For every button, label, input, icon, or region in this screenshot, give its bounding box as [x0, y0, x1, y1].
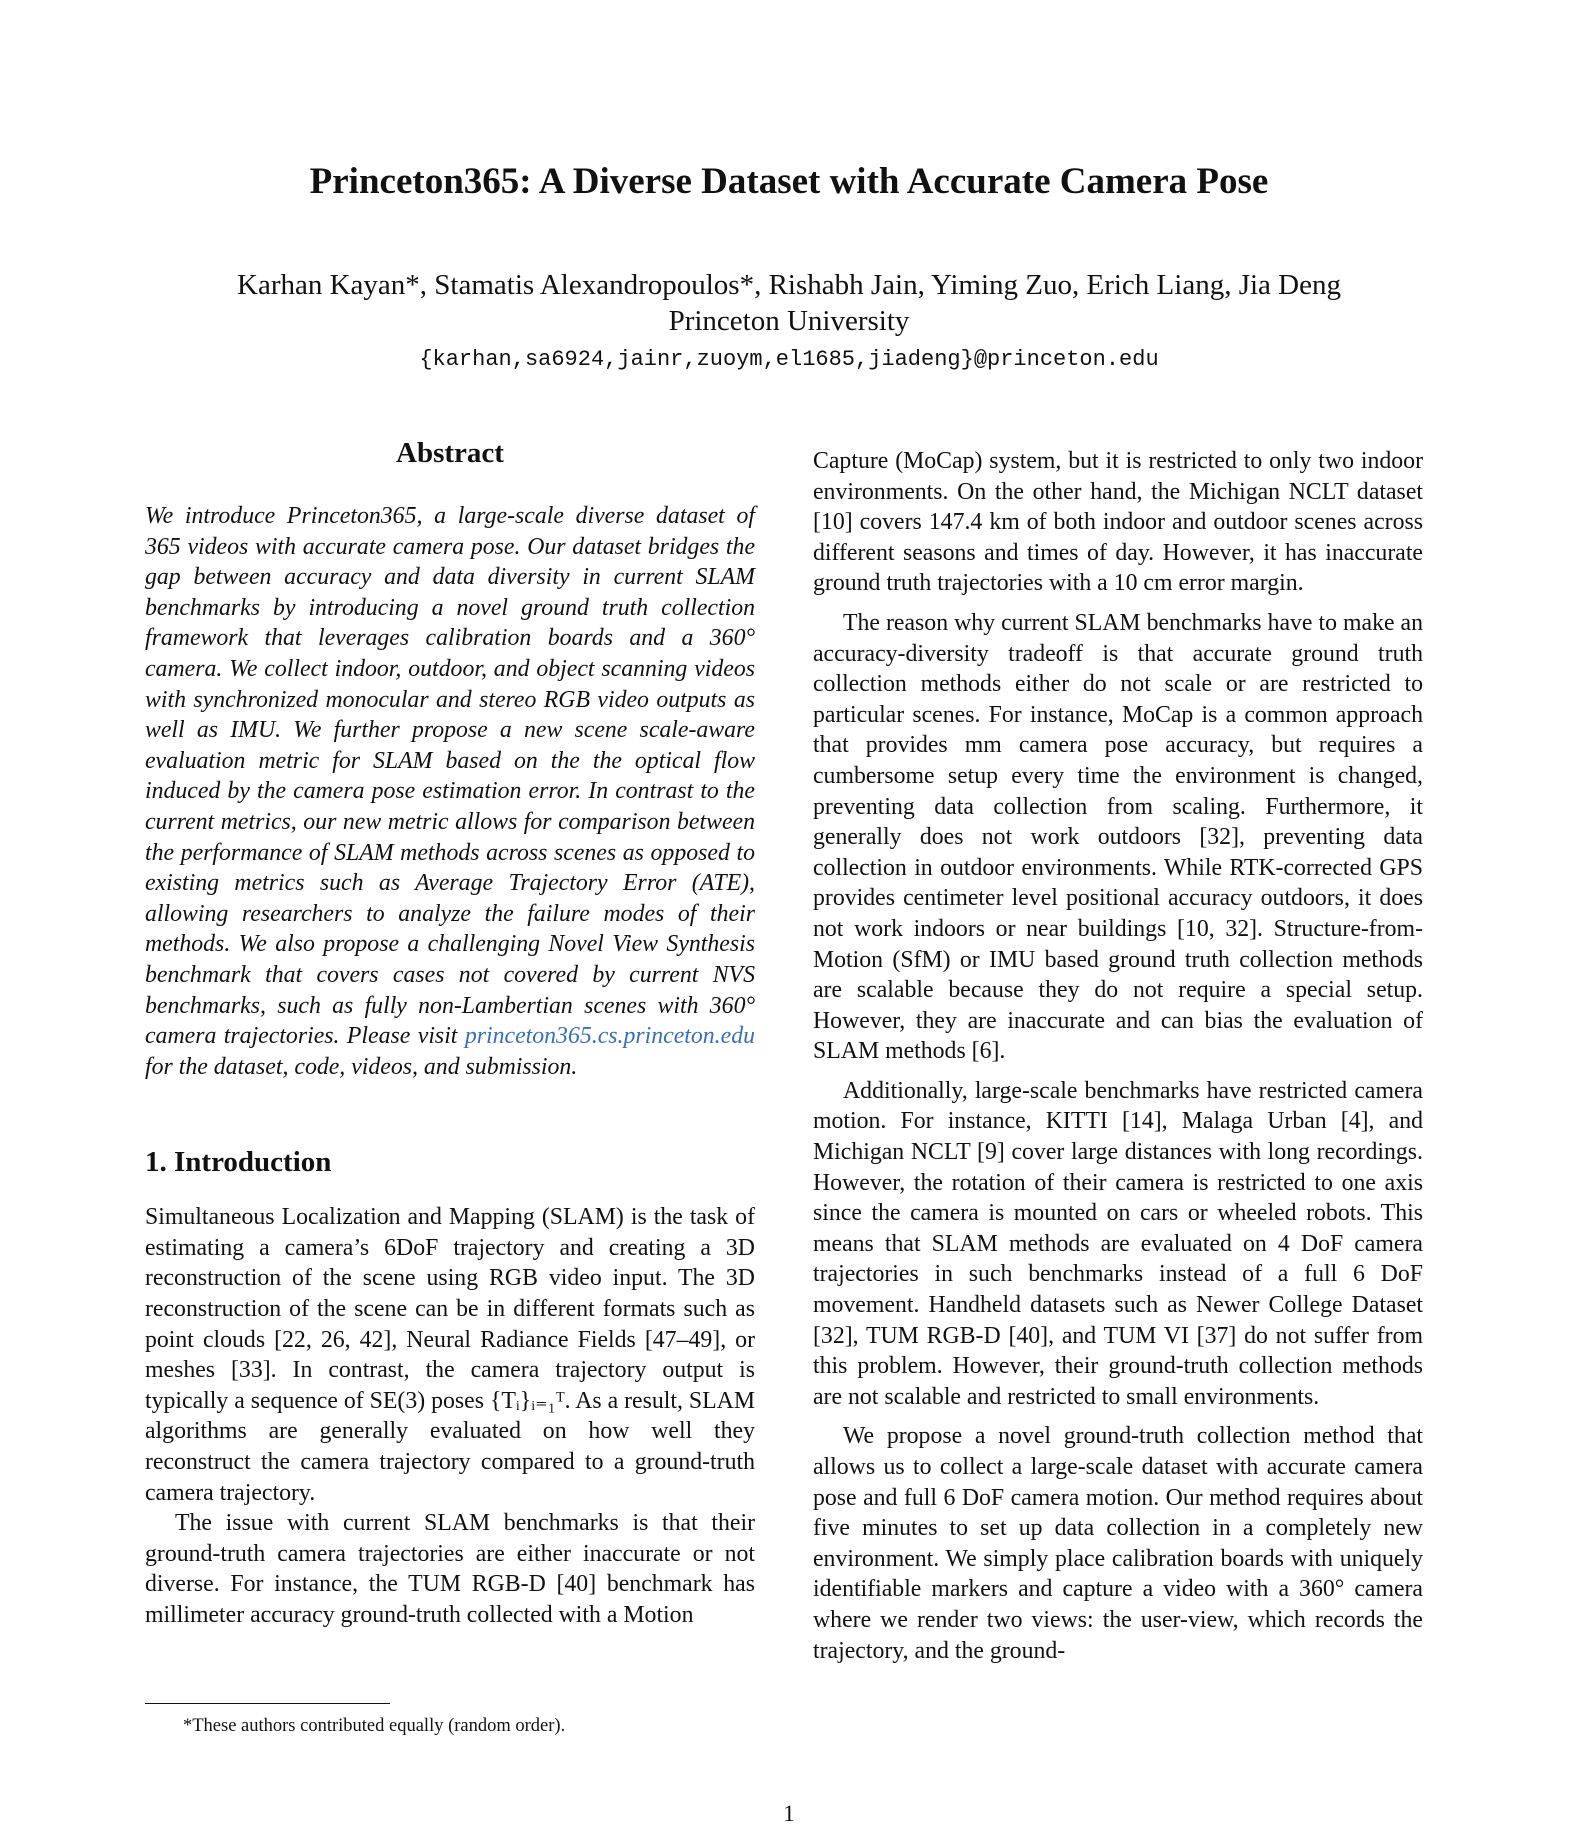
- abstract-text: [145, 501, 755, 1082]
- left-column: [145, 435, 755, 1631]
- footnote: *These authors contributed equally (random order).: [183, 1716, 566, 1736]
- affiliation: Princeton University: [668, 305, 910, 337]
- project-link[interactable]: princeton365.cs.princeton.edu: [464, 1023, 755, 1050]
- right-paragraph-4: We propose a novel ground-truth collection method that allows us to collect a large-scale dataset with accurate camera pose and full 6 DoF camera motion. Our method requires about five minutes to set up data collection in a completely new environment. We simply place calibration boards with uniquely identifiable markers and capture a video with a 360° camera where we render two views: the user-view, which records the trajectory, and the ground-: [813, 1423, 1423, 1664]
- paper-title: Princeton365: A Diverse Dataset with Accurate Camera Pose: [309, 161, 1269, 202]
- footnote-rule: [145, 1703, 390, 1704]
- right-paragraph-2: The reason why current SLAM benchmarks have to make an accuracy-diversity tradeoff is that accurate ground truth collection methods either do not scale or are restricted to particular scenes. For instance, MoCap is a common approach that provides mm camera pose accuracy, but requires a cumbersome setup every time the environment is changed, preventing data collection from scaling. Furthermore, it generally does not work outdoors [32], preventing data collection in outdoor environments. While RTK-corrected GPS provides centimeter level positional accuracy outdoors, it does not work indoors or near buildings [10, 32]. Structure-from-Motion (SfM) or IMU based ground truth collection methods are scalable because they do not require a special setup. However, they are inaccurate and can bias the evaluation of SLAM methods [6].: [813, 609, 1423, 1065]
- introduction-heading: 1. Introduction: [145, 1146, 332, 1179]
- abstract-text-end: for the dataset, code, videos, and submission.: [145, 1053, 578, 1080]
- abstract-heading: Abstract: [396, 437, 504, 469]
- right-paragraph-3: Additionally, large-scale benchmarks have restricted camera motion. For instance, KITTI [14], Malaga Urban [4], and Michigan NCLT [9] cover large distances with long recordings. However, the rotation of their camera is restricted to one axis since the camera is mounted on cars or wheeled robots. This means that SLAM methods are evaluated on 4 DoF camera trajectories in such benchmarks instead of a full 6 DoF movement. Handheld datasets such as Newer College Dataset [32], TUM RGB-D [40], and TUM VI [37] do not suffer from this problem. However, their ground-truth collection methods are not scalable and restricted to small environments.: [813, 1077, 1423, 1410]
- right-column: [813, 446, 1423, 1666]
- intro-paragraph-2: The issue with current SLAM benchmarks is that their ground-truth camera trajectories are either inaccurate or not diverse. For instance, the TUM RGB-D [40] benchmark has millimeter accuracy ground-truth collected with a Motion: [145, 1510, 755, 1628]
- abstract-text-start: We introduce Princeton365, a large-scale diverse dataset of 365 videos with accurate camera pose. Our dataset bridges the gap between accuracy and data diversity in current SLAM benchmarks by introducing a novel ground truth collection framework that leverages calibration boards and a 360° camera. We collect indoor, outdoor, and object scanning videos with synchronized monocular and stereo RGB video outputs as well as IMU. We further propose a new scene scale-aware evaluation metric for SLAM based on the the optical flow induced by the camera pose estimation error. In contrast to the current metrics, our new metric allows for comparison between the performance of SLAM methods across scenes as opposed to existing metrics such as Average Trajectory Error (ATE), allowing researchers to analyze the failure modes of their methods. We also propose a challenging Novel View Synthesis benchmark that covers cases not covered by current NVS benchmarks, such as fully non-Lambertian scenes with 360° camera trajectories. Please visit: [145, 503, 755, 1050]
- author-emails: {karhan,sa6924,jainr,zuoym,el1685,jiadeng}@princeton.edu: [419, 347, 1159, 372]
- page-number: 1: [783, 1801, 795, 1826]
- author-list: Karhan Kayan*, Stamatis Alexandropoulos*, Rishabh Jain, Yiming Zuo, Erich Liang, Jia Deng: [237, 269, 1341, 301]
- intro-paragraph-1: Simultaneous Localization and Mapping (SLAM) is the task of estimating a camera’s 6DoF trajectory and creating a 3D reconstruction of the scene using RGB video input. The 3D reconstruction of the scene can be in different formats such as point clouds [22, 26, 42], Neural Radiance Fields [47–49], or meshes [33]. In contrast, the camera trajectory output is typically a sequence of SE(3) poses {Tᵢ}ᵢ₌₁ᵀ. As a result, SLAM algorithms are generally evaluated on how well they reconstruct the camera trajectory compared to a ground-truth camera trajectory.: [145, 1204, 755, 1506]
- right-paragraph-1: Capture (MoCap) system, but it is restricted to only two indoor environments. On the other hand, the Michigan NCLT dataset [10] covers 147.4 km of both indoor and outdoor scenes across different seasons and times of day. However, it has inaccurate ground truth trajectories with a 10 cm error margin.: [813, 448, 1423, 597]
